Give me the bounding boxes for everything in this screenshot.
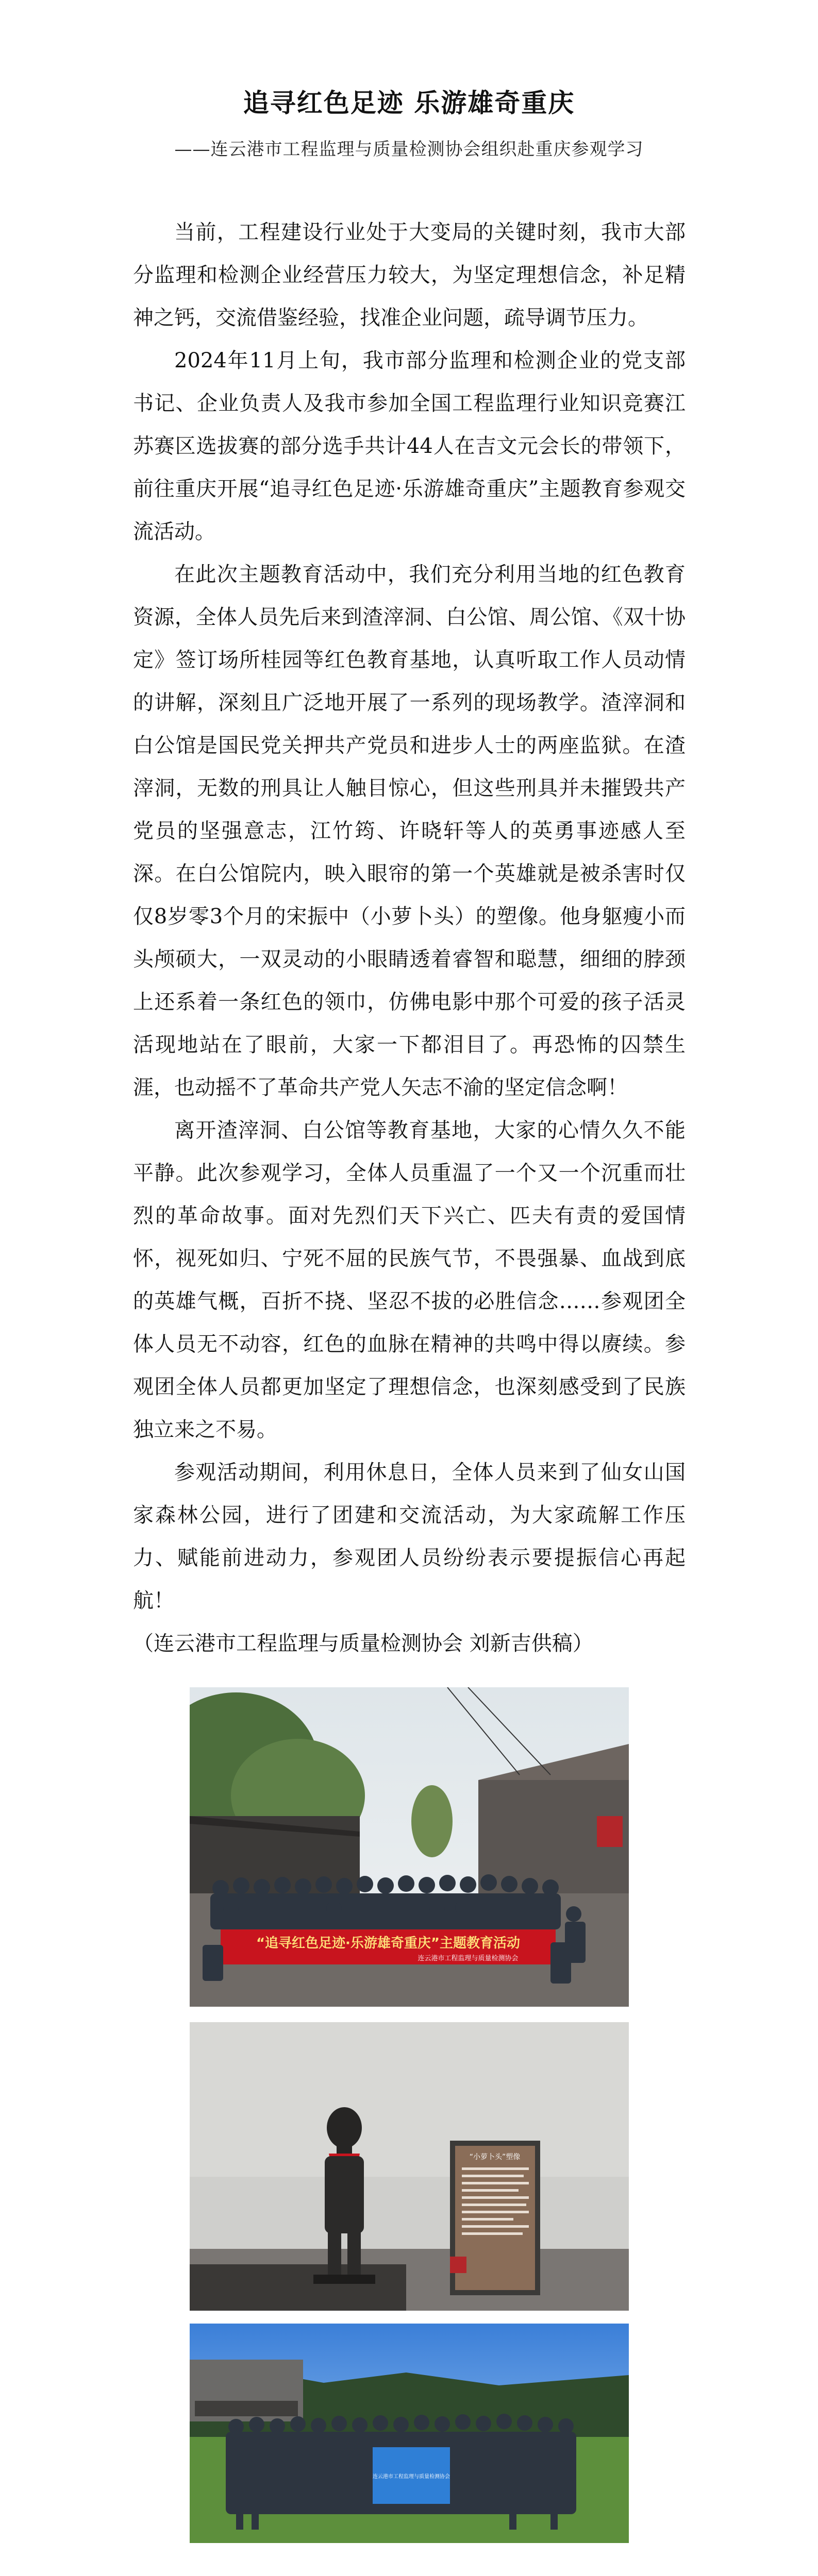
banner-text: “追寻红色足迹·乐游雄奇重庆”主题教育活动 <box>256 1936 521 1951</box>
article-subtitle: ——连云港市工程监理与质量检测协会组织赴重庆参观学习 <box>174 139 644 160</box>
group-photo-red-banner <box>190 1687 629 2007</box>
paragraph: 离开渣滓洞、白公馆等教育基地，大家的心情久久不能平静。此次参观学习，全体人员重温了一个又一个沉重而壮烈的革命故事。面对先烈们天下兴亡、匹夫有责的爱国情怀，视死如归、宁死不屈的民族气节，不畏强暴、血战到底的英雄气概，百折不挠、坚忍不拔的必胜信念……参观团全体人员无不动容，红色的血脉在精神的共鸣中得以赓续。参观团全体人员都更加坚定了理想信念，也深刻感受到了民族独立来之不易。 <box>133 1118 686 1442</box>
plaque-title: “小萝卜头”塑像 <box>469 2153 521 2161</box>
article-body <box>133 211 686 1665</box>
statue-photo <box>190 2022 629 2311</box>
banner-text: 连云港市工程监理与质量检测协会 <box>373 2474 450 2480</box>
paragraph: 参观活动期间，利用休息日，全体人员来到了仙女山国家森林公园，进行了团建和交流活动，为大家疏解工作压力、赋能前进动力，参观团人员纷纷表示要提振信心再起航！ <box>133 1461 686 1613</box>
article-credit: （连云港市工程监理与质量检测协会 刘新吉供稿） <box>133 1632 593 1655</box>
paragraph: 2024年11月上旬，我市部分监理和检测企业的党支部书记、企业负责人及我市参加全国工程监理行业知识竞赛江苏赛区选拔赛的部分选手共计44人在吉文元会长的带领下，前往重庆开展“追寻红色足迹·乐游雄奇重庆”主题教育参观交流活动。 <box>133 349 686 544</box>
banner-subtext: 连云港市工程监理与质量检测协会 <box>418 1955 519 1962</box>
article-title: 追寻红色足迹 乐游雄奇重庆 <box>243 88 575 118</box>
group-photo-blue-banner <box>190 2324 629 2543</box>
paragraph: 当前，工程建设行业处于大变局的关键时刻，我市大部分监理和检测企业经营压力较大，为坚定理想信念，补足精神之钙，交流借鉴经验，找准企业问题，疏导调节压力。 <box>133 221 686 330</box>
paragraph: 在此次主题教育活动中，我们充分利用当地的红色教育资源，全体人员先后来到渣滓洞、白公馆、周公馆、《双十协定》签订场所桂园等红色教育基地，认真听取工作人员动情的讲解，深刻且广泛地开展了一系列的现场教学。渣滓洞和白公馆是国民党关押共产党员和进步人士的两座监狱。在渣滓洞，无数的刑具让人触目惊心，但这些刑具并未摧毁共产党员的坚强意志，江竹筠、许晓轩等人的英勇事迹感人至深。在白公馆院内，映入眼帘的第一个英雄就是被杀害时仅仅8岁零3个月的宋振中（小萝卜头）的塑像。他身躯瘦小而头颅硕大，一双灵动的小眼睛透着睿智和聪慧，细细的脖颈上还系着一条红色的领巾，仿佛电影中那个可爱的孩子活灵活现地站在了眼前，大家一下都泪目了。再恐怖的囚禁生涯，也动摇不了革命共产党人矢志不渝的坚定信念啊！ <box>133 563 686 1099</box>
